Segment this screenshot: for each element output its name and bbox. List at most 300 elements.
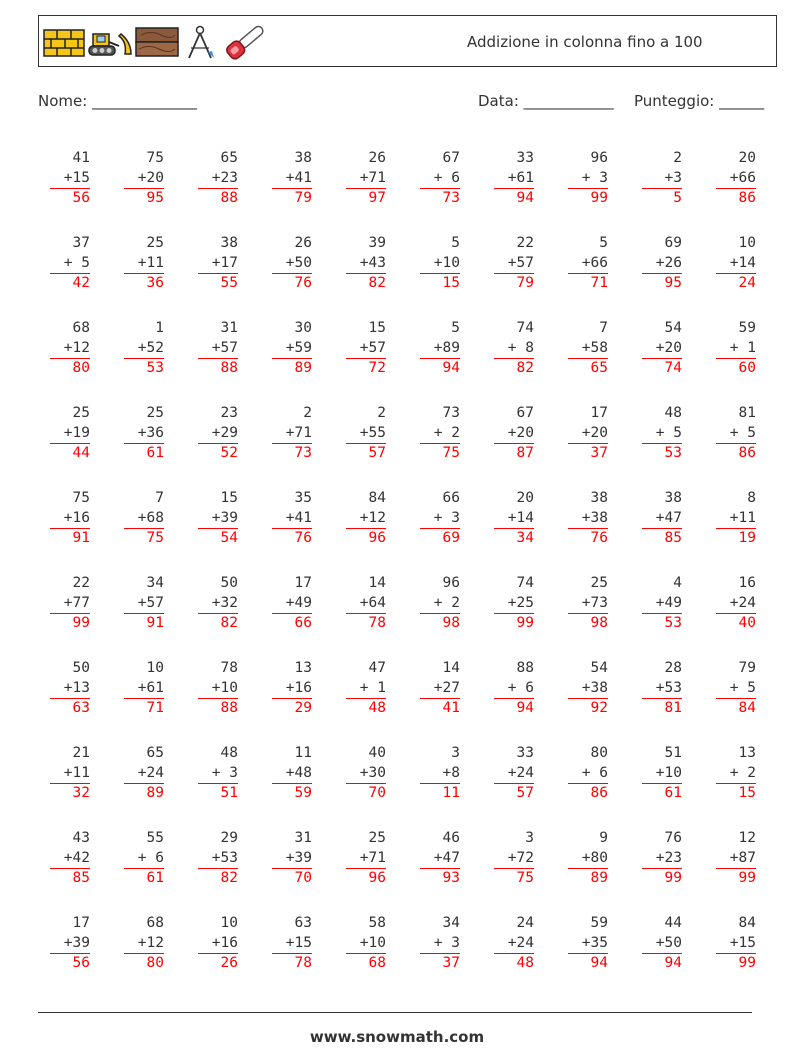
- addend-bottom: +8: [442, 764, 460, 781]
- addend-top: 46: [442, 830, 460, 846]
- sum-answer: 94: [642, 953, 682, 974]
- sum-answer: 96: [346, 868, 386, 889]
- sum-answer: 19: [716, 528, 756, 549]
- sum-answer: 60: [716, 358, 756, 379]
- addend-bottom: +43: [359, 254, 386, 271]
- sum-answer: 86: [716, 188, 756, 209]
- addend-top: 48: [664, 405, 682, 421]
- addend-top: 2: [303, 405, 312, 421]
- addend-bottom: + 5: [729, 679, 756, 696]
- addition-problem: [346, 914, 386, 974]
- sum-answer: 72: [346, 358, 386, 379]
- sum-answer: 53: [642, 443, 682, 464]
- addend-bottom: +23: [655, 849, 682, 866]
- sum-answer: 54: [198, 528, 238, 549]
- addend-top: 38: [664, 490, 682, 506]
- addition-problem: [198, 914, 238, 974]
- addend-bottom: + 3: [581, 169, 608, 186]
- addend-top: 38: [294, 150, 312, 166]
- sum-answer: 98: [568, 613, 608, 634]
- addition-problem: [346, 319, 386, 379]
- addend-top: 40: [368, 745, 386, 761]
- addend-bottom: +39: [285, 849, 312, 866]
- addition-problem: [272, 149, 312, 209]
- addend-top: 59: [590, 915, 608, 931]
- addend-bottom: +10: [359, 934, 386, 951]
- addend-bottom: +24: [507, 764, 534, 781]
- addition-problem: [198, 149, 238, 209]
- addend-top: 47: [368, 660, 386, 676]
- addend-bottom: +58: [581, 339, 608, 356]
- addend-bottom: +72: [507, 849, 534, 866]
- sum-answer: 34: [494, 528, 534, 549]
- sum-answer: 57: [346, 443, 386, 464]
- addition-problem: [568, 149, 608, 209]
- sum-answer: 32: [50, 783, 90, 804]
- sum-answer: 29: [272, 698, 312, 719]
- addend-top: 17: [294, 575, 312, 591]
- addition-problem: [642, 404, 682, 464]
- addition-problem: [50, 149, 90, 209]
- addend-bottom: +71: [285, 424, 312, 441]
- sum-answer: 73: [272, 443, 312, 464]
- addend-bottom: +77: [63, 594, 90, 611]
- addend-bottom: +20: [581, 424, 608, 441]
- addend-top: 33: [516, 150, 534, 166]
- sum-answer: 82: [198, 868, 238, 889]
- score-field: Punteggio: ______: [634, 92, 765, 110]
- sum-answer: 82: [346, 273, 386, 294]
- addend-bottom: +42: [63, 849, 90, 866]
- addend-bottom: +20: [655, 339, 682, 356]
- addend-bottom: +80: [581, 849, 608, 866]
- sum-answer: 37: [568, 443, 608, 464]
- addition-problem: [568, 234, 608, 294]
- addition-problem: [198, 489, 238, 549]
- sum-answer: 53: [124, 358, 164, 379]
- addend-bottom: +57: [137, 594, 164, 611]
- sum-answer: 86: [716, 443, 756, 464]
- sum-answer: 15: [716, 783, 756, 804]
- compass-icon: [181, 24, 219, 60]
- addition-problem: [346, 659, 386, 719]
- sum-answer: 85: [50, 868, 90, 889]
- addend-top: 5: [451, 235, 460, 251]
- addend-top: 80: [590, 745, 608, 761]
- addend-bottom: +24: [729, 594, 756, 611]
- addition-problem: [198, 659, 238, 719]
- addend-top: 26: [294, 235, 312, 251]
- addition-problem: [272, 489, 312, 549]
- addend-top: 14: [368, 575, 386, 591]
- addend-bottom: +53: [655, 679, 682, 696]
- addend-top: 75: [72, 490, 90, 506]
- addition-problem: [124, 914, 164, 974]
- addend-bottom: +26: [655, 254, 682, 271]
- sum-answer: 75: [494, 868, 534, 889]
- addend-bottom: +53: [211, 849, 238, 866]
- addend-top: 75: [146, 150, 164, 166]
- addend-bottom: +50: [655, 934, 682, 951]
- sum-answer: 59: [272, 783, 312, 804]
- addition-problem: [272, 829, 312, 889]
- sum-answer: 89: [124, 783, 164, 804]
- addend-top: 96: [442, 575, 460, 591]
- addend-bottom: +30: [359, 764, 386, 781]
- addend-bottom: +13: [63, 679, 90, 696]
- sum-answer: 98: [420, 613, 460, 634]
- addend-bottom: +24: [507, 934, 534, 951]
- addend-top: 29: [220, 830, 238, 846]
- addition-problem: [642, 574, 682, 634]
- addition-problem: [568, 489, 608, 549]
- sum-answer: 75: [124, 528, 164, 549]
- addend-top: 96: [590, 150, 608, 166]
- sum-answer: 94: [494, 188, 534, 209]
- addend-bottom: + 1: [359, 679, 386, 696]
- addition-problem: [50, 829, 90, 889]
- addend-top: 50: [220, 575, 238, 591]
- addition-problem: [50, 914, 90, 974]
- sum-answer: 94: [568, 953, 608, 974]
- addition-problem: [716, 489, 756, 549]
- addend-top: 2: [673, 150, 682, 166]
- addend-top: 76: [664, 830, 682, 846]
- addend-bottom: +14: [729, 254, 756, 271]
- sum-answer: 76: [568, 528, 608, 549]
- addition-problem: [124, 829, 164, 889]
- sum-answer: 51: [198, 783, 238, 804]
- addend-top: 7: [155, 490, 164, 506]
- addend-top: 13: [738, 745, 756, 761]
- wood-planks-icon: [135, 24, 179, 60]
- sum-answer: 26: [198, 953, 238, 974]
- addition-problem: [272, 404, 312, 464]
- addend-bottom: +24: [137, 764, 164, 781]
- addition-problem: [50, 319, 90, 379]
- addend-bottom: + 5: [63, 254, 90, 271]
- addend-bottom: +12: [359, 509, 386, 526]
- addend-top: 68: [72, 320, 90, 336]
- addition-problem: [198, 829, 238, 889]
- addition-problem: [420, 574, 460, 634]
- addend-bottom: +38: [581, 679, 608, 696]
- addition-problem: [420, 914, 460, 974]
- addition-problem: [50, 404, 90, 464]
- addend-bottom: +57: [507, 254, 534, 271]
- addend-top: 3: [451, 745, 460, 761]
- addition-problem: [494, 829, 534, 889]
- addition-problem: [272, 319, 312, 379]
- addition-problem: [568, 914, 608, 974]
- addend-top: 54: [590, 660, 608, 676]
- addend-top: 65: [220, 150, 238, 166]
- addition-problem: [494, 319, 534, 379]
- addend-top: 21: [72, 745, 90, 761]
- sum-answer: 74: [642, 358, 682, 379]
- sum-answer: 71: [568, 273, 608, 294]
- addition-problem: [494, 404, 534, 464]
- sum-answer: 48: [346, 698, 386, 719]
- addend-bottom: +29: [211, 424, 238, 441]
- addition-problem: [346, 829, 386, 889]
- addend-top: 78: [220, 660, 238, 676]
- addend-top: 48: [220, 745, 238, 761]
- addend-top: 12: [738, 830, 756, 846]
- addition-problem: [50, 574, 90, 634]
- addend-bottom: + 2: [729, 764, 756, 781]
- addend-top: 22: [516, 235, 534, 251]
- addend-bottom: +73: [581, 594, 608, 611]
- sum-answer: 99: [642, 868, 682, 889]
- addend-top: 9: [599, 830, 608, 846]
- addition-problem: [272, 659, 312, 719]
- addition-problem: [124, 744, 164, 804]
- addend-bottom: +15: [63, 169, 90, 186]
- sum-answer: 24: [716, 273, 756, 294]
- addend-top: 33: [516, 745, 534, 761]
- addend-bottom: +41: [285, 509, 312, 526]
- header-box: [38, 15, 777, 67]
- sum-answer: 57: [494, 783, 534, 804]
- addend-top: 88: [516, 660, 534, 676]
- sum-answer: 61: [124, 868, 164, 889]
- name-field: Nome: ______________: [38, 92, 198, 110]
- addend-bottom: +38: [581, 509, 608, 526]
- footer-divider: [38, 1012, 752, 1013]
- addend-bottom: + 3: [211, 764, 238, 781]
- addend-bottom: +3: [664, 169, 682, 186]
- addend-top: 25: [146, 235, 164, 251]
- addend-top: 10: [738, 235, 756, 251]
- addition-problem: [420, 149, 460, 209]
- addend-top: 8: [747, 490, 756, 506]
- addition-problem: [124, 489, 164, 549]
- addition-problem: [272, 574, 312, 634]
- addend-bottom: +15: [729, 934, 756, 951]
- addend-top: 23: [220, 405, 238, 421]
- addend-top: 84: [738, 915, 756, 931]
- sum-answer: 82: [494, 358, 534, 379]
- sum-answer: 89: [272, 358, 312, 379]
- bulldozer-icon: [87, 24, 133, 60]
- addend-top: 37: [72, 235, 90, 251]
- addend-top: 69: [664, 235, 682, 251]
- addend-bottom: +71: [359, 849, 386, 866]
- sum-answer: 63: [50, 698, 90, 719]
- addend-bottom: +87: [729, 849, 756, 866]
- addition-problem: [716, 744, 756, 804]
- sum-answer: 76: [272, 528, 312, 549]
- addition-problem: [50, 744, 90, 804]
- addend-top: 10: [146, 660, 164, 676]
- addition-problem: [494, 744, 534, 804]
- sum-answer: 37: [420, 953, 460, 974]
- sum-answer: 84: [716, 698, 756, 719]
- addend-top: 55: [146, 830, 164, 846]
- addend-top: 2: [377, 405, 386, 421]
- addition-problem: [494, 489, 534, 549]
- sum-answer: 88: [198, 188, 238, 209]
- addition-problem: [420, 404, 460, 464]
- addend-bottom: +61: [137, 679, 164, 696]
- footer-site: www.snowmath.com: [309, 1028, 485, 1046]
- addend-bottom: +48: [285, 764, 312, 781]
- addition-problem: [346, 574, 386, 634]
- sum-answer: 11: [420, 783, 460, 804]
- addend-top: 15: [220, 490, 238, 506]
- addend-bottom: + 5: [729, 424, 756, 441]
- addition-problem: [346, 234, 386, 294]
- addend-bottom: +11: [729, 509, 756, 526]
- addition-problem: [494, 234, 534, 294]
- addend-top: 7: [599, 320, 608, 336]
- addend-top: 30: [294, 320, 312, 336]
- sum-answer: 91: [50, 528, 90, 549]
- sum-answer: 99: [50, 613, 90, 634]
- sum-answer: 87: [494, 443, 534, 464]
- addend-bottom: +19: [63, 424, 90, 441]
- addition-problem: [346, 404, 386, 464]
- addition-problem: [494, 574, 534, 634]
- addend-bottom: +25: [507, 594, 534, 611]
- addend-bottom: +59: [285, 339, 312, 356]
- addition-problem: [124, 319, 164, 379]
- addition-problem: [716, 234, 756, 294]
- addend-top: 24: [516, 915, 534, 931]
- addend-bottom: +16: [285, 679, 312, 696]
- addend-bottom: +20: [137, 169, 164, 186]
- addend-top: 28: [664, 660, 682, 676]
- addend-top: 35: [294, 490, 312, 506]
- addend-top: 68: [146, 915, 164, 931]
- sum-answer: 99: [568, 188, 608, 209]
- addend-bottom: +61: [507, 169, 534, 186]
- addition-problem: [494, 659, 534, 719]
- addend-top: 16: [738, 575, 756, 591]
- addend-top: 14: [442, 660, 460, 676]
- addition-problem: [198, 744, 238, 804]
- addend-bottom: +35: [581, 934, 608, 951]
- addition-problem: [494, 149, 534, 209]
- addend-bottom: + 3: [433, 934, 460, 951]
- addend-bottom: +15: [285, 934, 312, 951]
- addend-top: 31: [220, 320, 238, 336]
- addend-bottom: +11: [137, 254, 164, 271]
- addition-problem: [568, 744, 608, 804]
- sum-answer: 44: [50, 443, 90, 464]
- addend-bottom: +66: [729, 169, 756, 186]
- sum-answer: 56: [50, 953, 90, 974]
- sum-answer: 79: [494, 273, 534, 294]
- addition-problem: [568, 404, 608, 464]
- addition-problem: [716, 149, 756, 209]
- sum-answer: 92: [568, 698, 608, 719]
- addend-top: 38: [590, 490, 608, 506]
- addend-bottom: +57: [359, 339, 386, 356]
- addend-top: 22: [72, 575, 90, 591]
- sum-answer: 66: [272, 613, 312, 634]
- addend-bottom: +20: [507, 424, 534, 441]
- addend-bottom: + 2: [433, 594, 460, 611]
- addend-top: 25: [368, 830, 386, 846]
- addend-top: 81: [738, 405, 756, 421]
- addition-problem: [716, 914, 756, 974]
- addition-problem: [124, 149, 164, 209]
- addition-problem: [198, 404, 238, 464]
- addition-problem: [50, 234, 90, 294]
- addend-top: 74: [516, 575, 534, 591]
- sum-answer: 68: [346, 953, 386, 974]
- addend-bottom: +10: [655, 764, 682, 781]
- addend-top: 65: [146, 745, 164, 761]
- addend-top: 25: [146, 405, 164, 421]
- sum-answer: 76: [272, 273, 312, 294]
- sum-answer: 86: [568, 783, 608, 804]
- addition-problem: [420, 234, 460, 294]
- addend-bottom: + 6: [137, 849, 164, 866]
- addend-bottom: +55: [359, 424, 386, 441]
- brick-wall-icon: [43, 24, 85, 60]
- sum-answer: 71: [124, 698, 164, 719]
- addition-problem: [642, 744, 682, 804]
- addition-problem: [124, 404, 164, 464]
- addend-top: 38: [220, 235, 238, 251]
- addition-problem: [198, 319, 238, 379]
- addition-problem: [642, 914, 682, 974]
- sum-answer: 69: [420, 528, 460, 549]
- addend-top: 63: [294, 915, 312, 931]
- addend-top: 11: [294, 745, 312, 761]
- addend-top: 41: [72, 150, 90, 166]
- addition-problem: [420, 829, 460, 889]
- addend-bottom: + 6: [507, 679, 534, 696]
- addend-bottom: +12: [63, 339, 90, 356]
- addition-problem: [124, 234, 164, 294]
- sum-answer: 61: [124, 443, 164, 464]
- addition-problem: [642, 234, 682, 294]
- addend-bottom: +17: [211, 254, 238, 271]
- addition-problem: [642, 319, 682, 379]
- sum-answer: 80: [50, 358, 90, 379]
- addition-problem: [124, 659, 164, 719]
- addition-problem: [272, 234, 312, 294]
- addend-bottom: + 2: [433, 424, 460, 441]
- sum-answer: 80: [124, 953, 164, 974]
- sum-answer: 88: [198, 698, 238, 719]
- addend-top: 67: [516, 405, 534, 421]
- addend-bottom: +36: [137, 424, 164, 441]
- addition-problem: [272, 744, 312, 804]
- addend-top: 3: [525, 830, 534, 846]
- addend-top: 67: [442, 150, 460, 166]
- sum-answer: 5: [642, 188, 682, 209]
- addend-bottom: +16: [63, 509, 90, 526]
- addition-problem: [642, 659, 682, 719]
- sum-answer: 41: [420, 698, 460, 719]
- sum-answer: 91: [124, 613, 164, 634]
- addition-problem: [346, 489, 386, 549]
- addend-top: 20: [738, 150, 756, 166]
- addend-top: 34: [442, 915, 460, 931]
- addition-problem: [420, 659, 460, 719]
- addend-top: 54: [664, 320, 682, 336]
- addend-top: 17: [590, 405, 608, 421]
- addition-problem: [420, 744, 460, 804]
- addend-top: 51: [664, 745, 682, 761]
- addend-bottom: +64: [359, 594, 386, 611]
- addition-problem: [272, 914, 312, 974]
